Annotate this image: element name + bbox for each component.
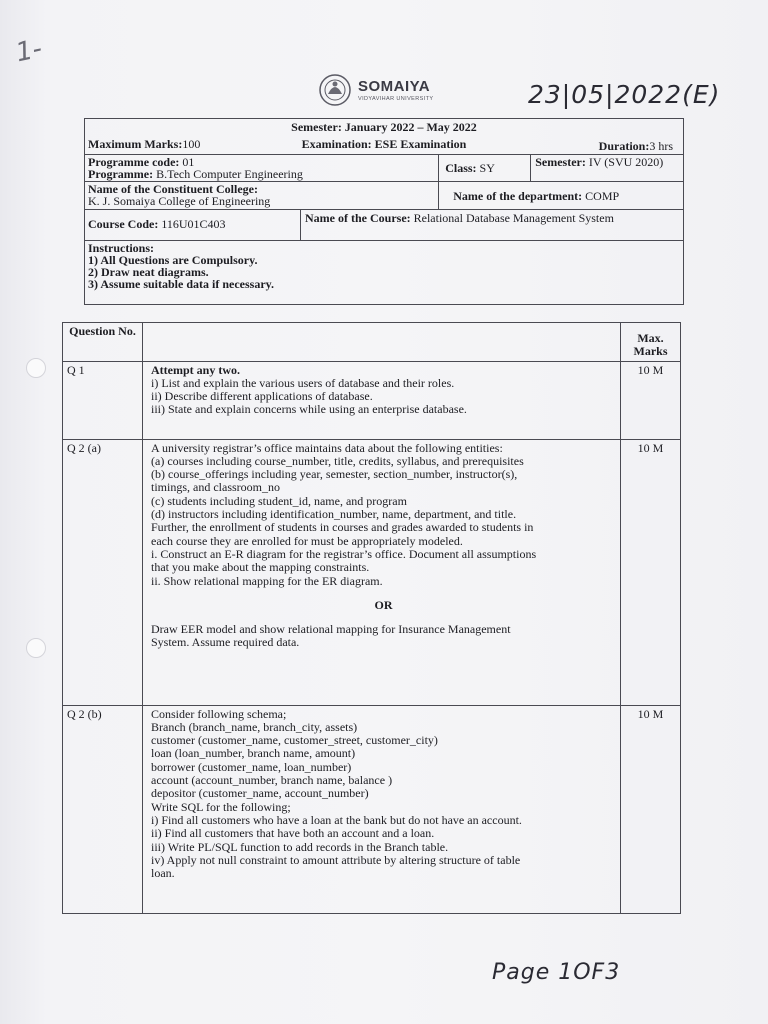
question-text (143, 705, 621, 913)
question-line: Further, the enrollment of students in courses and grades awarded to students in (151, 520, 534, 535)
question-line: Draw EER model and show relational mapping for Insurance Management (151, 622, 511, 637)
programme-code: Programme code: 01 (88, 155, 195, 169)
programme: Programme: B.Tech Computer Engineering (88, 167, 303, 181)
punch-hole (26, 358, 46, 378)
question-line: (b) course_offerings including year, semester, section_number, instructor(s), (151, 467, 518, 482)
instructions-cell (85, 241, 684, 305)
question-line: iii) Write PL/SQL function to add records in the Branch table. (151, 839, 449, 854)
question-line: (c) students including student_id, name, and program (151, 493, 407, 508)
question-line: i) Find all customers who have a loan at the bank but do not have an account. (151, 812, 522, 827)
table-row (85, 182, 684, 210)
question-line: depositor (customer_name, account_number) (151, 786, 369, 801)
examination: Examination: ESE Examination (301, 137, 467, 151)
question-line: i. Construct an E-R diagram for the registrar’s office. Document all assumptions (151, 546, 537, 561)
question-line: ii) Find all customers that have both an account and a loan. (151, 826, 435, 841)
semester-exam-cell (85, 119, 684, 155)
col-question-no: Question No. (63, 323, 143, 362)
duration: Duration:3 hrs (598, 139, 673, 153)
question-line: borrower (customer_name, loan_number) (151, 759, 352, 774)
questions-table (62, 322, 681, 914)
question-number: Q 2 (a) (63, 439, 143, 705)
question-line: loan (loan_number, branch name, amount) (151, 746, 356, 761)
college-cell (85, 182, 439, 210)
question-line: A university registrar’s office maintains data about the following entities: (151, 440, 503, 455)
university-logo (316, 72, 456, 110)
logo-subtitle: VIDYAVIHAR UNIVERSITY (358, 96, 434, 102)
question-text (143, 361, 621, 439)
table-row (85, 210, 684, 241)
question-marks: 10 M (621, 361, 681, 439)
question-line: ii. Show relational mapping for the ER diagram. (151, 573, 383, 588)
question-line: Branch (branch_name, branch_city, assets) (151, 719, 358, 734)
table-row (85, 241, 684, 305)
table-header-row (63, 323, 681, 362)
table-row (85, 155, 684, 182)
question-line: ii) Describe different applications of database. (151, 389, 373, 404)
college-label: Name of the Constituent College: (88, 182, 258, 196)
question-line: loan. (151, 866, 175, 881)
question-line: timings, and classroom_no (151, 480, 280, 495)
instruction-item: 2) Draw neat diagrams. (88, 265, 209, 279)
question-line: iv) Apply not null constraint to amount attribute by altering structure of table (151, 852, 521, 867)
question-line: each course they are enrolled for must be appropriately modeled. (151, 533, 463, 548)
question-number: Q 2 (b) (63, 705, 143, 913)
max-marks: Maximum Marks:100 (88, 137, 201, 151)
question-line: Consider following schema; (151, 706, 287, 721)
question-line: customer (customer_name, customer_street, customer_city) (151, 733, 438, 748)
table-row (63, 439, 681, 705)
question-line: i) List and explain the various users of database and their roles. (151, 375, 455, 390)
semester-line: Semester: January 2022 – May 2022 (291, 120, 477, 134)
course-name-cell: Name of the Course: Relational Database Management System (301, 210, 684, 241)
exam-header-table (84, 118, 684, 305)
handwritten-page-number: Page 1OF3 (492, 960, 621, 985)
handwritten-corner-mark: 1- (13, 33, 45, 69)
course-code-cell: Course Code: 116U01C403 (85, 210, 301, 241)
emblem-icon (316, 72, 354, 108)
logo-name: SOMAIYA (358, 78, 431, 95)
department-cell: Name of the department: COMP (439, 182, 684, 210)
question-line: (d) instructors including identification_number, name, department, and title. (151, 507, 517, 522)
table-row (85, 119, 684, 155)
question-line: (a) courses including course_number, title, credits, syllabus, and prerequisites (151, 453, 524, 468)
table-row (63, 705, 681, 913)
question-line: Write SQL for the following; (151, 799, 291, 814)
table-row (63, 361, 681, 439)
question-title: Attempt any two. (151, 362, 240, 377)
college-name: K. J. Somaiya College of Engineering (88, 194, 271, 208)
instructions-label: Instructions: (88, 241, 155, 255)
instruction-item: 1) All Questions are Compulsory. (88, 253, 258, 267)
question-line: System. Assume required data. (151, 635, 300, 650)
class-cell: Class: SY (439, 155, 531, 182)
or-divider: OR (374, 597, 393, 612)
question-text (143, 439, 621, 705)
col-question-text (143, 323, 621, 362)
col-max-marks: Max. Marks (621, 323, 681, 362)
question-number: Q 1 (63, 361, 143, 439)
punch-hole (26, 638, 46, 658)
handwritten-date: 23|05|2022(E) (528, 80, 721, 109)
semester-cell: Semester: IV (SVU 2020) (531, 155, 684, 182)
question-marks: 10 M (621, 439, 681, 705)
question-line: that you make about the mapping constraints. (151, 560, 370, 575)
question-marks: 10 M (621, 705, 681, 913)
programme-cell (85, 155, 439, 182)
instruction-item: 3) Assume suitable data if necessary. (88, 277, 274, 291)
question-line: iii) State and explain concerns while using an enterprise database. (151, 402, 467, 417)
question-line: account (account_number, branch name, balance ) (151, 773, 393, 788)
